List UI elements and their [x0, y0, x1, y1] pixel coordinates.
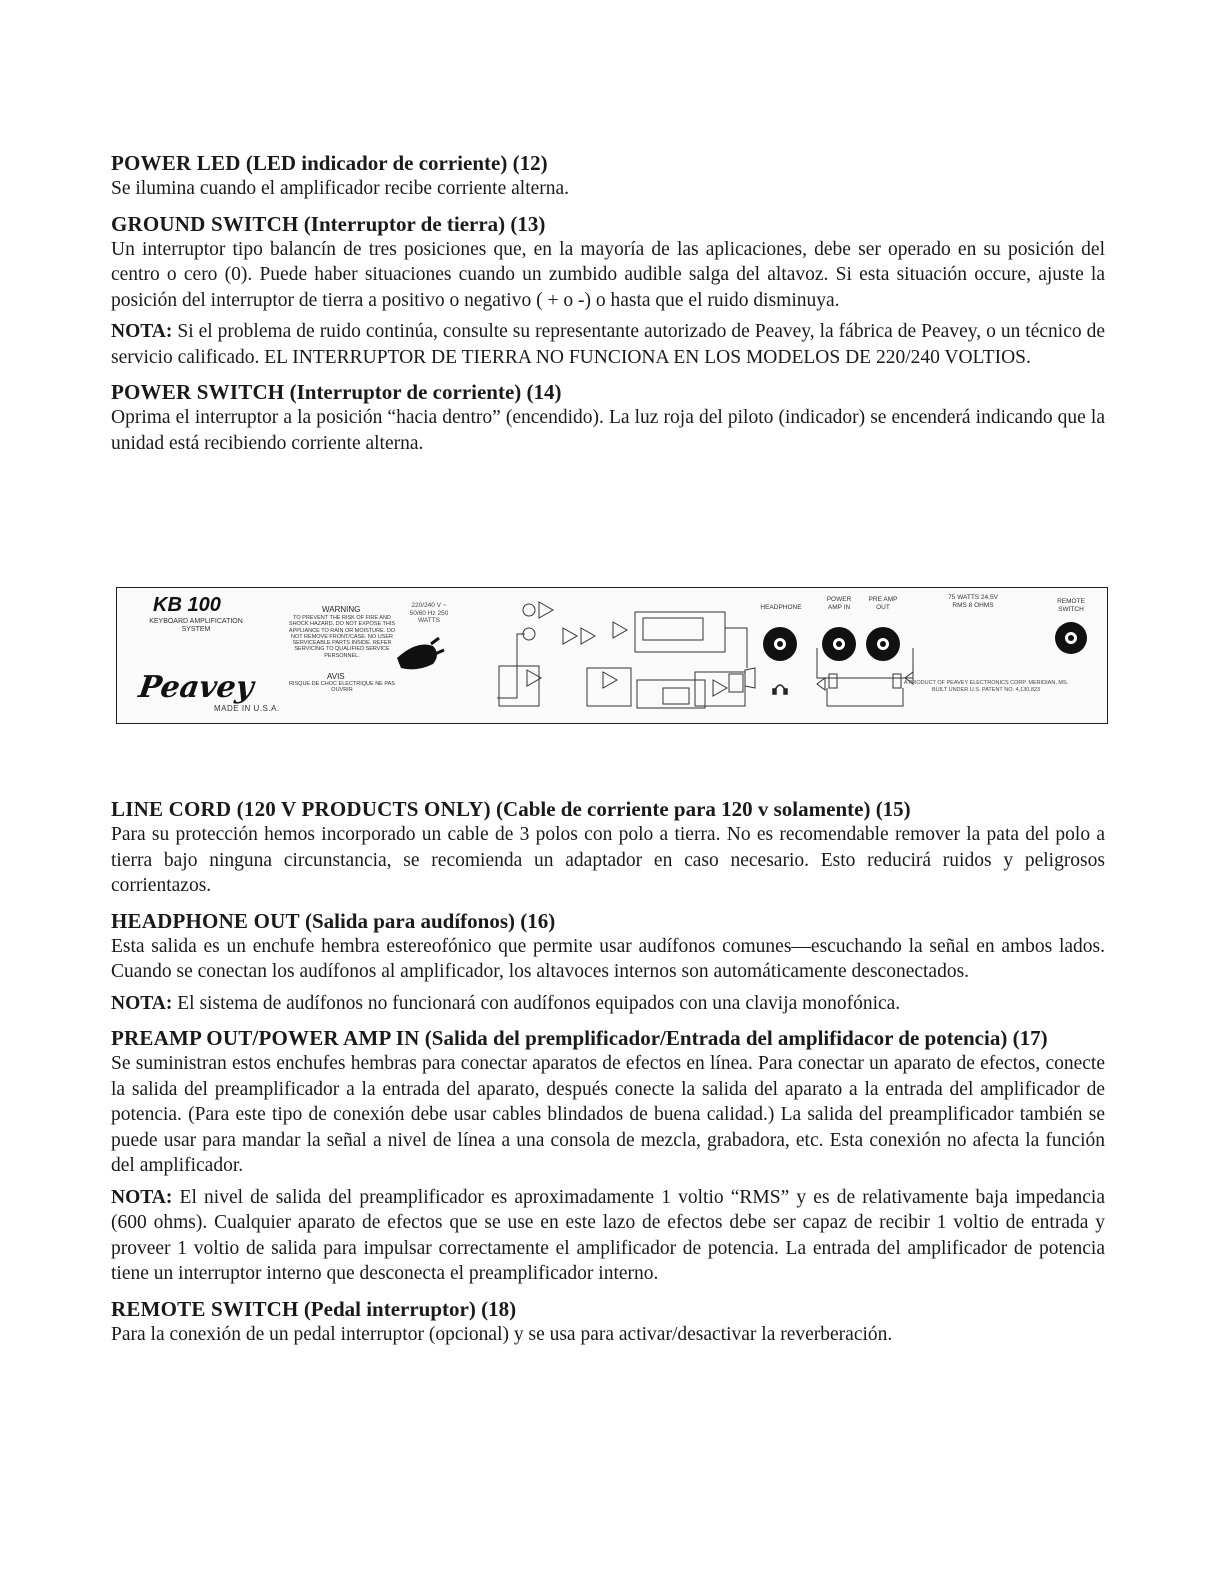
- warning-text: TO PREVENT THE RISK OF FIRE AND SHOCK HAZARD, DO NOT EXPOSE THIS APPLIANCE TO RAIN OR MOISTURE. DO NOT REMOVE FRONT/CASE. NO USER SERVICEABLE PARTS INSIDE. REFER SERVICING TO QUALIFIED SERVICE PERSONNEL.: [288, 615, 396, 659]
- preamp-out-jack: [866, 627, 900, 661]
- section-note: NOTA: El nivel de salida del preamplificador es aproximadamente 1 voltio “RMS” y es de relativamente baja impedancia (600 ohms). Cualquier aparato de efectos que se use en este lazo de efectos debe ser capaz de recibir 1 voltio de entrada y proveer 1 voltio de salida para impulsar correctamente el amplificador de potencia. La entrada del amplificador de potencia tiene un interruptor interno que desconecta el preamplificador interno.: [111, 1186, 1105, 1284]
- power-amp-label: POWER AMP IN: [826, 596, 852, 611]
- warning-title: WARNING: [322, 605, 361, 614]
- section-heading: POWER LED (LED indicador de corriente) (12): [111, 151, 548, 175]
- section-power-led: [111, 150, 1105, 202]
- section-heading: GROUND SWITCH (Interruptor de tierra) (13): [111, 211, 546, 236]
- section-paragraph: Oprima el interruptor a la posición “hacia dentro” (encendido). La luz roja del piloto (indicador) se encenderá indicando que la unidad está recibiendo corriente alterna.: [111, 407, 1105, 454]
- section-paragraph: Se suministran estos enchufes hembras para conectar aparatos de efectos en línea. Para conectar un aparato de efectos, conecte la salida del preamplificador a la entrada del aparato, después conecte la salida del aparato a la entrada del amplificador de potencia. (Para este tipo de conexión debe usar cables blindados de buena calidad.) La salida del preamplificador también se puede usar para mandar la señal a nivel de línea a una consola de mezcla, grabadora, etc. Esta conexión no afecta la función del amplificador.: [111, 1053, 1105, 1176]
- section-note: NOTA: Si el problema de ruido continúa, consulte su representante autorizado de Peavey, la fábrica de Peavey, o un técnico de servicio calificado. EL INTERRUPTOR DE TIERRA NO FUNCIONA EN LOS MODELOS DE 220/240 VOLTIOS.: [111, 321, 1105, 368]
- section-line-cord: [111, 796, 1105, 899]
- remote-switch-jack: [1055, 622, 1087, 654]
- section-heading: HEADPHONE OUT (Salida para audífonos) (16): [111, 908, 556, 933]
- section-heading: PREAMP OUT/POWER AMP IN (Salida del premplificador/Entrada del amplifidacor de potencia) (17): [111, 1026, 1048, 1050]
- section-note: NOTA: El sistema de audífonos no funcionará con audífonos equipados con una clavija monofónica.: [111, 992, 901, 1014]
- power-rating-label: 75 WATTS 24.5V RMS 8 OHMS: [948, 594, 998, 609]
- model-name: KB 100: [153, 594, 221, 616]
- preamp-out-label: PRE AMP OUT: [868, 596, 898, 611]
- manual-page-top: [111, 150, 1105, 465]
- remote-switch-label: REMOTE SWITCH: [1057, 598, 1085, 613]
- product-note: A PRODUCT OF PEAVEY ELECTRONICS CORP. MERIDIAN, MS. BUILT UNDER U.S. PATENT NO. 4,130,823: [903, 680, 1069, 693]
- manual-page-bottom: [111, 796, 1105, 1356]
- section-heading: POWER SWITCH (Interruptor de corriente) (14): [111, 380, 562, 404]
- section-paragraph: Para su protección hemos incorporado un cable de 3 polos con polo a tierra. No es recomendable remover la pata del polo a tierra bajo ninguna circunstancia, se recomienda un adaptador en caso necesario. Esto reducirá ruidos y peligrosos corrientazos.: [111, 824, 1105, 896]
- power-amp-in-jack: [822, 627, 856, 661]
- section-paragraph: Se ilumina cuando el amplificador recibe corriente alterna.: [111, 178, 570, 199]
- section-heading: LINE CORD (120 V PRODUCTS ONLY) (Cable de corriente para 120 v solamente) (15): [111, 797, 911, 821]
- section-paragraph: Esta salida es un enchufe hembra estereofónico que permite usar audífonos comunes—escuchando la señal en ambos lados. Cuando se conectan los audífonos al amplificador, los altavoces internos son automáticamente desconectados.: [111, 935, 1105, 982]
- headphone-jack: [763, 627, 797, 661]
- section-power-switch: [111, 379, 1105, 456]
- made-in-label: MADE IN U.S.A.: [214, 704, 280, 713]
- headphone-label: HEADPHONE: [760, 604, 802, 611]
- section-ground-switch: [111, 211, 1105, 371]
- section-remote-switch: [111, 1296, 1105, 1348]
- section-heading: REMOTE SWITCH (Pedal interruptor) (18): [111, 1296, 517, 1321]
- section-paragraph: Para la conexión de un pedal interruptor (opcional) y se usa para activar/desactivar la reverberación.: [111, 1323, 893, 1345]
- section-headphone-out: [111, 908, 1105, 1017]
- model-subtitle: KEYBOARD AMPLIFICATION SYSTEM: [149, 618, 243, 633]
- voltage-rating: 220/240 V ~ 50/60 Hz 250 WATTS: [409, 602, 449, 624]
- line-cord-icon: [397, 638, 444, 669]
- section-preamp-out: [111, 1025, 1105, 1287]
- brand-logo: Peavey: [136, 670, 256, 705]
- section-paragraph: Un interruptor tipo balancín de tres posiciones que, en la mayoría de las aplicaciones, debe ser operado en su posición del centro o cero (0). Puede haber situaciones cuando un zumbido audible salga del altavoz. Si esta situación occure, ajuste la posición del interruptor de tierra a positivo o negativo ( + o -) o hasta que el ruido disminuya.: [111, 238, 1105, 311]
- block-diagram: [497, 602, 755, 708]
- avis-text: RISQUE DE CHOC ELECTRIQUE NE PAS OUVRIR: [289, 681, 395, 694]
- avis-title: AVIS: [327, 672, 345, 681]
- rear-panel-diagram: [116, 587, 1108, 724]
- headphone-icon: [773, 685, 787, 694]
